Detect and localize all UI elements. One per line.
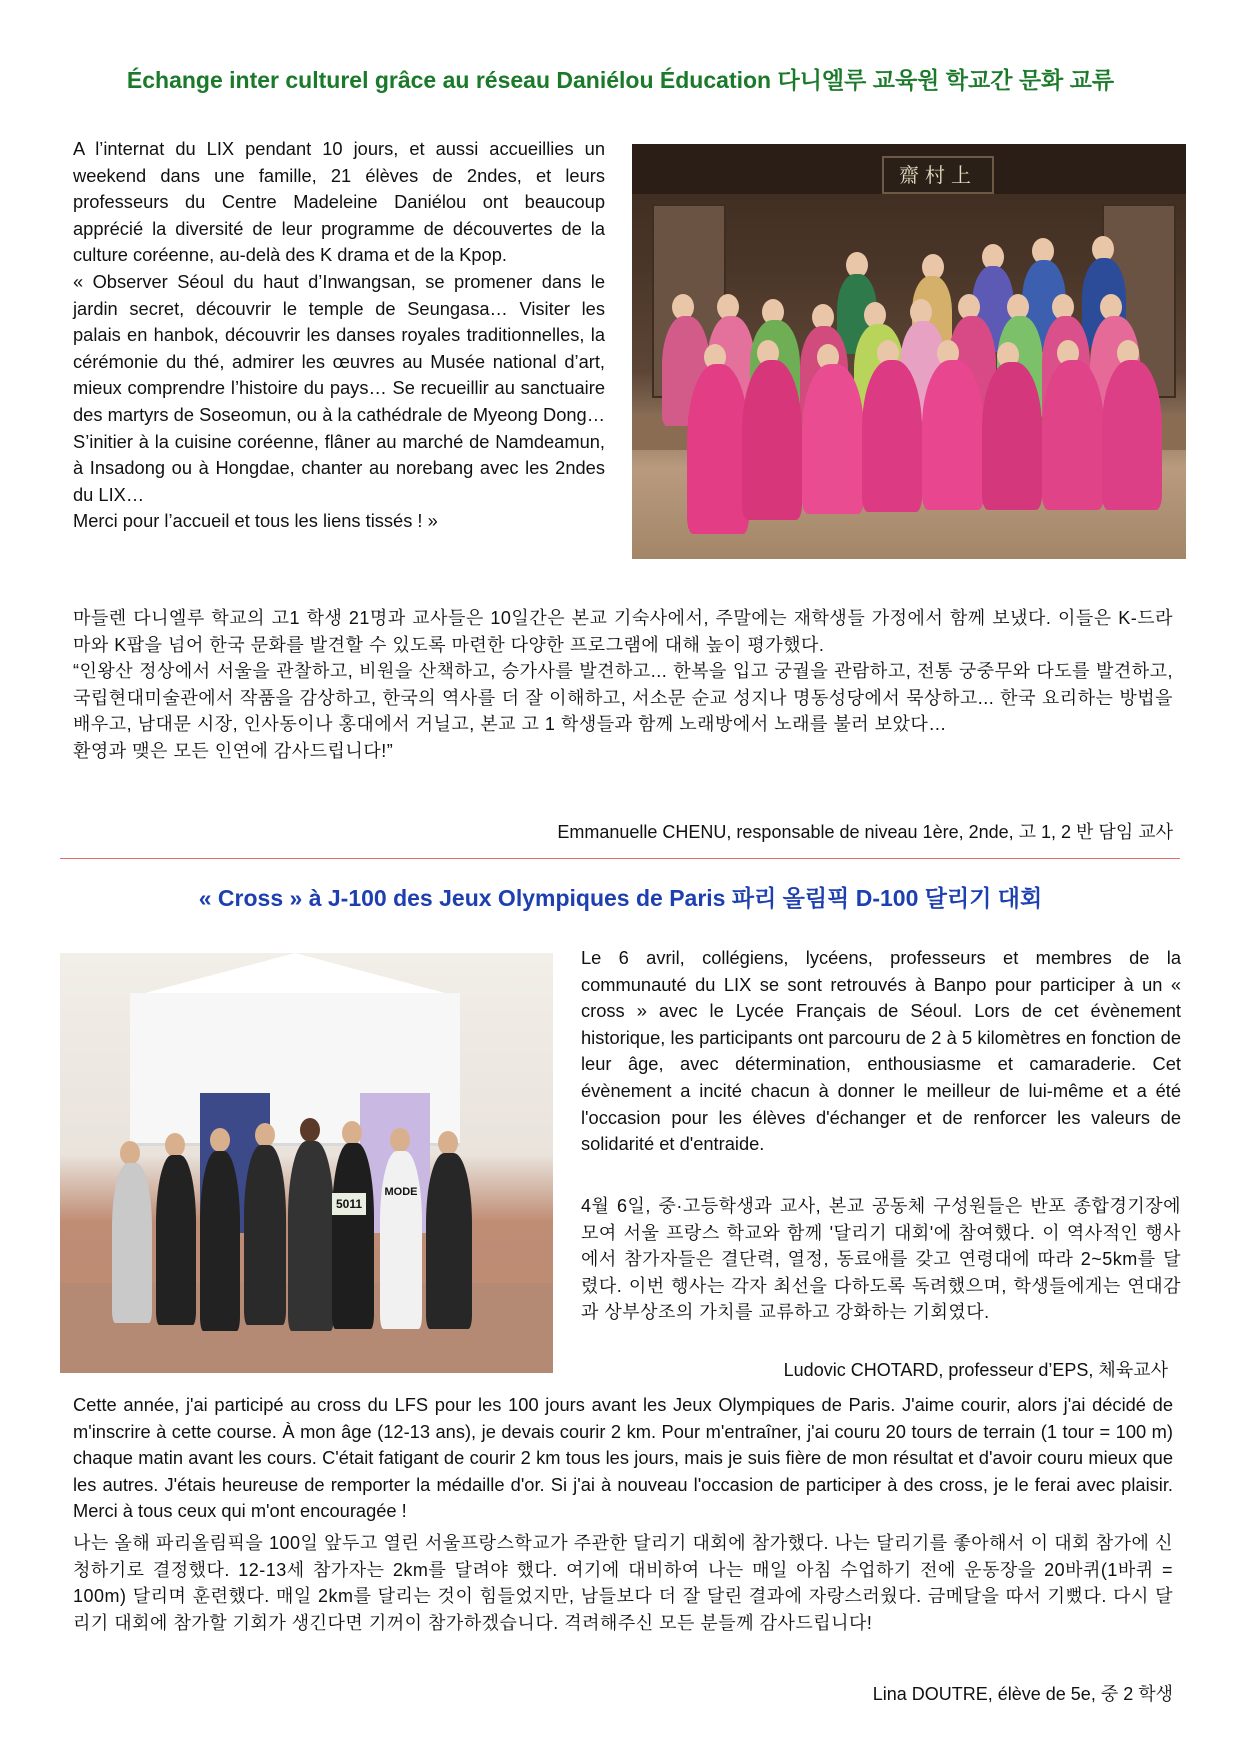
student-testimony-ko: 나는 올해 파리올림픽을 100일 앞두고 열린 서울프랑스학교가 주관한 달리기 대회에 참가했다. 나는 달리기를 좋아해서 이 대회 참가에 신청하기로 결정했다. 12-13세 참가자는 2km를 달려야 했다. 여기에 대비하여 나는 매일 아침 수업하기 전에 운동장을 20바퀴(1바퀴 = 100m) 달리며 훈련했다. 매일 2km를 달리는 것이 힘들었지만, 남들보다 더 잘 달린 결과에 자랑스러웠다. 금메달을 따서 기뻤다. 다시 달리기 대회에 참가할 기회가 생긴다면 기꺼이 참가하겠습니다. 격려해주신 모든 분들께 감사드립니다!	[73, 1533, 1173, 1633]
student-testimony-fr: Cette année, j'ai participé au cross du LFS pour les 100 jours avant les Jeux Olympiques de Paris. J'aime courir, alors j'ai décidé de m'inscrire à cette course. À mon âge (12-13 ans), je devais courir 2 km. Pour m'entraîner, j'ai couru 20 tours de terrain (1 tour = 100 m) chaque matin avant les cours. C'était fatigant de courir 2 km tous les jours, mais je suis fière de mon résultat et d'avoir couru mieux que les autres. J'étais heureuse de remporter la médaille d'or. Si j'ai à nouveau l'occasion de participer à des cross, je le ferai avec plaisir. Merci à tous ceux qui m'ont encouragée !	[73, 1394, 1173, 1522]
article2-signature-student: Lina DOUTRE, élève de 5e, 중 2 학생	[872, 1684, 1173, 1704]
article2-ko-intro: 4월 6일, 중·고등학생과 교사, 본교 공동체 구성원들은 반포 종합경기장에 모여 서울 프랑스 학교와 함께 '달리기 대회'에 참여했다. 이 역사적인 행사에서 참가자들은 결단력, 열정, 동료애를 갖고 연령대에 따라 2~5km를 달렸다. 이번 행사는 각자 최선을 다하도록 독려했으며, 학생들에게는 연대감과 상부상조의 가치를 교류하고 강화하는 기회였다.	[581, 1196, 1181, 1323]
article1-fr-thanks: Merci pour l’accueil et tous les liens tissés ! »	[73, 510, 438, 532]
article2-title: « Cross » à J-100 des Jeux Olympiques de Paris 파리 올림픽 D-100 달리기 대회	[198, 885, 1043, 911]
article1-ko-text	[73, 605, 1173, 765]
race-bib: 5011	[332, 1193, 366, 1215]
article1-ko-thanks: 환영과 맺은 모든 인연에 감사드립니다!”	[73, 740, 394, 761]
article2-fr-intro: Le 6 avril, collégiens, lycéens, professeurs et membres de la communauté du LIX se sont retrouvés à Banpo pour participer à un « cross » avec le Lycée Français de Séoul. Lors de cet évènement historique, les participants ont parcouru de 2 à 5 kilomètres en fonction de leur âge, avec détermination, enthousiasme et camaraderie. Cet évènement a incité chacun à donner le meilleur de lui-même et a été l'occasion pour les élèves d'échanger et de renforcer les valeurs de solidarité et d'entraide.	[581, 947, 1181, 1155]
article1-fr-quote: « Observer Séoul du haut d’Inwangsan, se promener dans le jardin secret, découvrir le temple de Seungasa… Visiter les palais en hanbok, découvrir les danses royales traditionnelles, la cérémonie du thé, admirer les œuvres au Musée national d’art, mieux comprendre l’histoire du pays… Se recueillir au sanctuaire des martyrs de Soseomun, ou à la cathédrale de Myeong Dong… S’initier à la cuisine coréenne, flâner au marché de Namdeamun, à Insadong ou à Hongdae, chanter au norebang avec les 2ndes du LIX…	[73, 270, 605, 505]
article1-title: Échange inter culturel grâce au réseau Daniélou Éducation 다니엘루 교육원 학교간 문화 교류	[126, 67, 1115, 93]
article1-fr-intro: A l’internat du LIX pendant 10 jours, et aussi accueillies un weekend dans une famille, 21 élèves de 2ndes, et leurs professeurs du Centre Madeleine Daniélou ont beaucoup apprécié la diversité de leur programme de découvertes de la culture coréenne, au-delà des K drama et de la Kpop.	[73, 138, 605, 266]
article2-student-fr	[73, 1392, 1173, 1525]
tshirt-print: MODE	[384, 1186, 418, 1198]
article2-ko-text	[581, 1193, 1181, 1326]
hanok-signboard: 齋村上	[882, 156, 994, 194]
article1-ko-intro: 마들렌 다니엘루 학교의 고1 학생 21명과 교사들은 10일간은 본교 기숙사에서, 주말에는 재학생들 가정에서 함께 보냈다. 이들은 K-드라마와 K팝을 넘어 한국 문화를 발견할 수 있도록 마련한 다양한 프로그램에 대해 높이 평가했다.	[73, 608, 1173, 655]
article1-signature: Emmanuelle CHENU, responsable de niveau 1ère, 2nde, 고 1, 2 반 담임 교사	[557, 822, 1173, 842]
article1-fr-text	[73, 136, 605, 535]
section-divider	[60, 858, 1180, 859]
hanbok-group-photo	[632, 144, 1186, 559]
cross-runners-photo	[60, 953, 553, 1373]
article2-student-ko	[73, 1530, 1173, 1636]
article2-signature-teacher: Ludovic CHOTARD, professeur d’EPS, 체육교사	[783, 1360, 1168, 1380]
article2-fr-text	[581, 945, 1181, 1158]
article1-ko-quote: “인왕산 정상에서 서울을 관찰하고, 비원을 산책하고, 승가사를 발견하고... 한복을 입고 궁궐을 관람하고, 전통 궁중무와 다도를 발견하고, 국립현대미술관에서 작품을 감상하고, 한국의 역사를 더 잘 이해하고, 서소문 순교 성지나 명동성당에서 묵상하고... 한국 요리하는 방법을 배우고, 남대문 시장, 인사동이나 홍대에서 거닐고, 본교 고 1 학생들과 함께 노래방에서 노래를 불러 보았다…	[73, 661, 1173, 735]
